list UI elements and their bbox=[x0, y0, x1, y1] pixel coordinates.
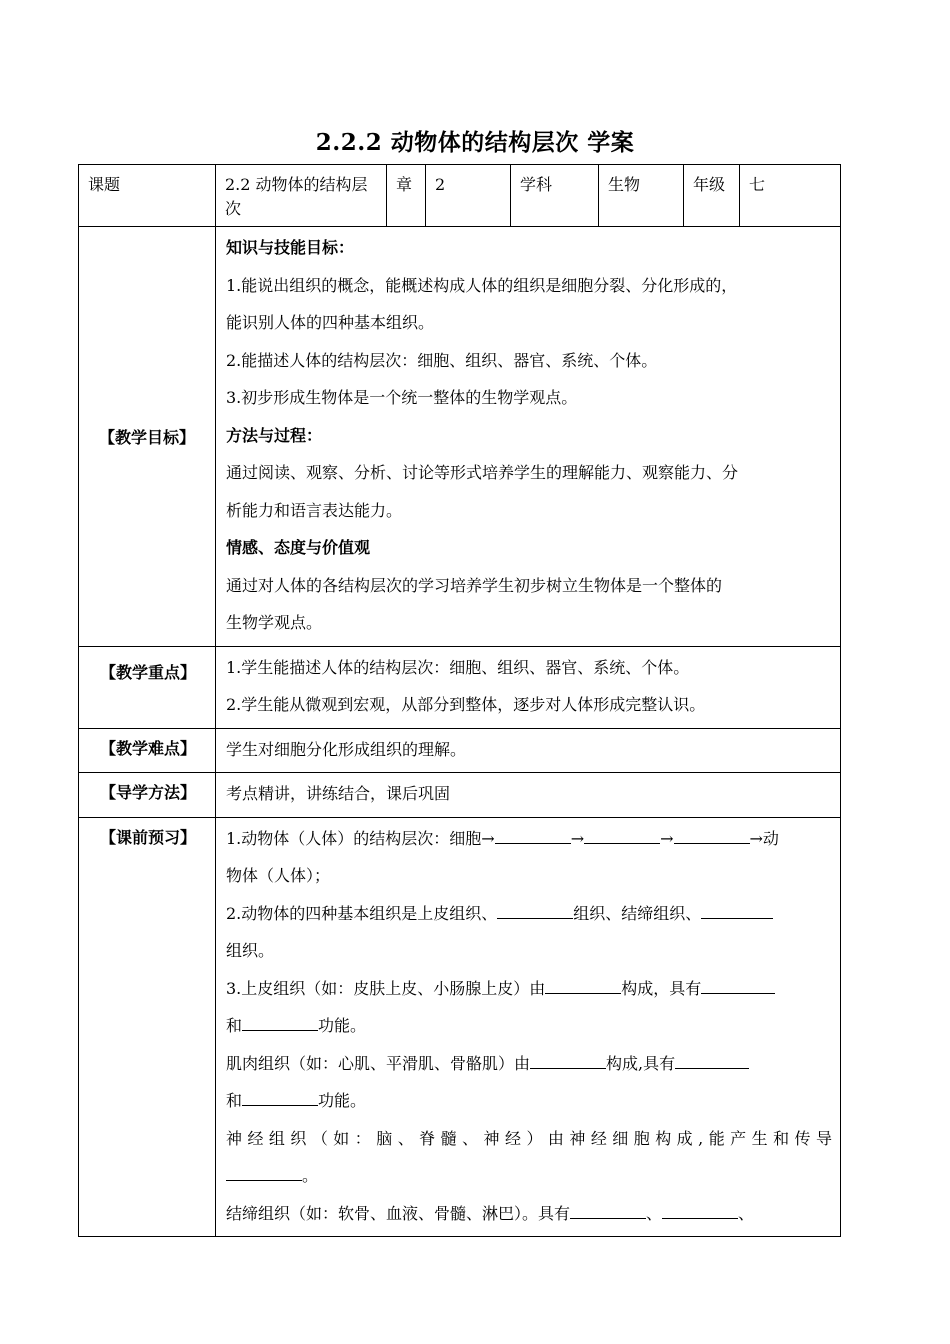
objectives-line: 3.初步形成生物体是一个统一整体的生物学观点。 bbox=[226, 388, 578, 407]
method-row bbox=[79, 773, 841, 818]
answer-blank[interactable] bbox=[242, 1012, 318, 1031]
objectives-heading-knowledge: 知识与技能目标： bbox=[226, 238, 355, 257]
key-points-row bbox=[79, 646, 841, 728]
objectives-line: 析能力和语言表达能力。 bbox=[226, 500, 403, 520]
answer-blank[interactable] bbox=[701, 900, 773, 919]
answer-blank[interactable] bbox=[675, 1050, 749, 1069]
key-points-line: 1.学生能描述人体的结构层次：细胞、组织、器官、系统、个体。 bbox=[226, 657, 690, 677]
preview-q5-cont: 。 bbox=[226, 1157, 832, 1195]
grade-value: 七 bbox=[749, 175, 766, 194]
objectives-line: 通过阅读、观察、分析、讨论等形式培养学生的理解能力、观察能力、分 bbox=[226, 463, 739, 482]
subject-value: 生物 bbox=[608, 175, 641, 194]
difficult-points-line: 学生对细胞分化形成组织的理解。 bbox=[226, 739, 467, 759]
objectives-line: 2.能描述人体的结构层次：细胞、组织、器官、系统、个体。 bbox=[226, 350, 658, 370]
answer-blank[interactable] bbox=[662, 1200, 738, 1219]
preview-q3-cont: 和 功能。 bbox=[226, 1007, 832, 1045]
method-label: 【导学方法】 bbox=[99, 783, 196, 802]
chapter-value: 2 bbox=[435, 175, 446, 194]
preview-q1: 1.动物体（人体）的结构层次：细胞→ → → →动 bbox=[226, 820, 832, 858]
objectives-heading-method: 方法与过程： bbox=[226, 425, 323, 445]
answer-blank[interactable] bbox=[701, 975, 775, 994]
preview-q3: 3.上皮组织（如：皮肤上皮、小肠腺上皮）由 构成，具有 bbox=[226, 970, 832, 1008]
objectives-row bbox=[79, 227, 841, 647]
objectives-line: 1.能说出组织的概念，能概述构成人体的组织是细胞分裂、分化形成的， bbox=[226, 275, 738, 295]
difficult-points-row bbox=[79, 728, 841, 773]
answer-blank[interactable] bbox=[497, 900, 573, 919]
difficult-points-content bbox=[216, 729, 840, 773]
subject-label: 学科 bbox=[520, 175, 553, 194]
topic-value: 2.2 动物体的结构层次 bbox=[225, 175, 368, 218]
preview-q2: 2.动物体的四种基本组织是上皮组织、 组织、结缔组织、 bbox=[226, 895, 832, 933]
preview-q6: 结缔组织（如：软骨、血液、骨髓、淋巴）。具有 、 、 bbox=[226, 1195, 832, 1233]
method-line: 考点精讲，讲练结合，课后巩固 bbox=[226, 784, 451, 803]
preview-line: 物体（人体）； bbox=[226, 866, 331, 885]
answer-blank[interactable] bbox=[530, 1050, 606, 1069]
preview-line: 组织。 bbox=[226, 941, 275, 960]
objectives-heading-emotion: 情感、态度与价值观 bbox=[226, 538, 371, 557]
answer-blank[interactable] bbox=[570, 1200, 646, 1219]
lesson-plan-table bbox=[78, 164, 841, 1237]
preview-label: 【课前预习】 bbox=[99, 827, 196, 847]
key-points-line: 2.学生能从微观到宏观，从部分到整体，逐步对人体形成完整认识。 bbox=[226, 695, 706, 714]
header-row bbox=[79, 165, 841, 227]
grade-label: 年级 bbox=[693, 175, 726, 194]
answer-blank[interactable] bbox=[495, 825, 571, 844]
key-points-content bbox=[216, 647, 840, 728]
answer-blank[interactable] bbox=[226, 1162, 302, 1181]
preview-q4-cont: 和 功能。 bbox=[226, 1082, 832, 1120]
chapter-label: 章 bbox=[396, 175, 413, 194]
difficult-points-label: 【教学难点】 bbox=[99, 738, 196, 758]
objectives-line: 通过对人体的各结构层次的学习培养学生初步树立生物体是一个整体的 bbox=[226, 575, 723, 595]
objectives-line: 能识别人体的四种基本组织。 bbox=[226, 313, 435, 332]
preview-row bbox=[79, 817, 841, 1237]
answer-blank[interactable] bbox=[545, 975, 621, 994]
objectives-label: 【教学目标】 bbox=[79, 227, 216, 647]
preview-content bbox=[216, 818, 840, 1237]
preview-q4: 肌肉组织（如：心肌、平滑肌、骨骼肌）由 构成,具有 bbox=[226, 1045, 832, 1083]
answer-blank[interactable] bbox=[674, 825, 750, 844]
method-content bbox=[216, 773, 840, 817]
answer-blank[interactable] bbox=[242, 1087, 318, 1106]
document-title: 2.2.2 动物体的结构层次 学案 bbox=[315, 129, 635, 156]
key-points-label: 【教学重点】 bbox=[99, 662, 196, 682]
answer-blank[interactable] bbox=[584, 825, 660, 844]
preview-q5: 神经组织（如：脑、脊髓、神经）由神经细胞构成,能产生和传导 bbox=[226, 1128, 832, 1148]
topic-label: 课题 bbox=[88, 175, 121, 194]
objectives-line: 生物学观点。 bbox=[226, 613, 323, 632]
objectives-content bbox=[216, 227, 840, 646]
